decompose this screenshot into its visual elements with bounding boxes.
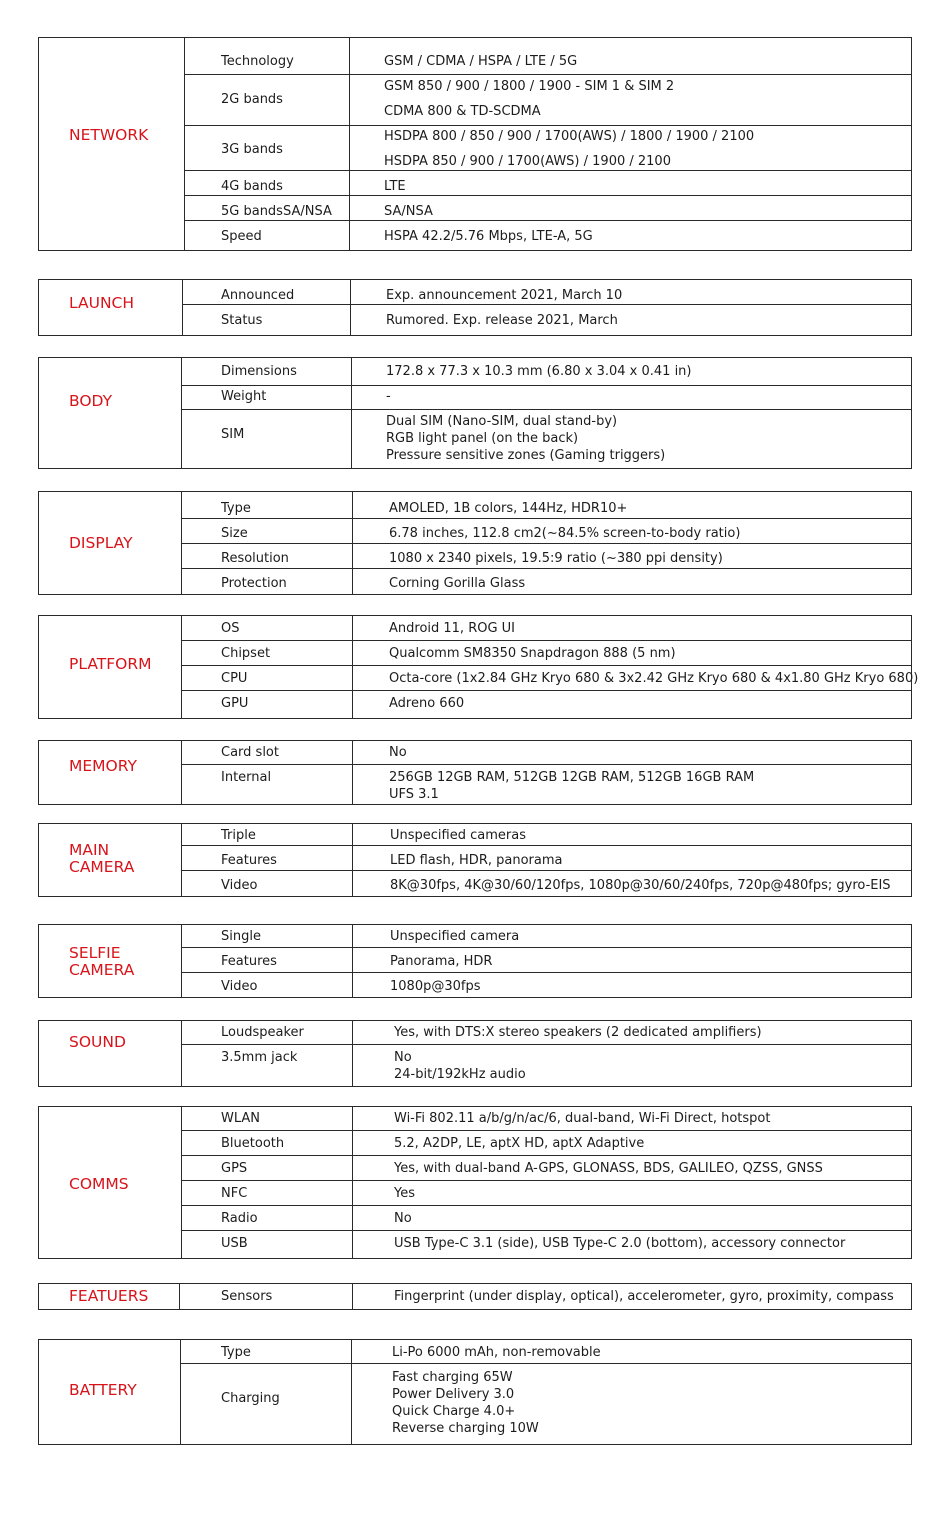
spec-value: Unspecified camera	[390, 929, 520, 944]
spec-value: Dual SIM (Nano-SIM, dual stand-by)	[386, 414, 618, 429]
spec-label: USB	[221, 1236, 248, 1251]
section-title	[69, 127, 148, 144]
row-divider	[181, 1180, 911, 1181]
row-divider	[181, 385, 911, 386]
spec-label: Video	[221, 979, 258, 994]
spec-label: Type	[221, 1345, 251, 1360]
spec-value: Yes, with dual-band A-GPS, GLONASS, BDS, GALILEO, QZSS, GNSS	[394, 1161, 823, 1176]
spec-value: No	[394, 1211, 412, 1226]
column-divider	[349, 38, 350, 250]
section-title	[69, 1176, 129, 1193]
section-title-line: DISPLAY	[69, 534, 133, 552]
spec-label: Weight	[221, 389, 267, 404]
section-title	[69, 393, 112, 410]
spec-label: Speed	[221, 229, 262, 244]
column-divider	[350, 280, 351, 335]
section-body	[38, 357, 912, 469]
row-divider	[181, 409, 911, 410]
column-divider	[184, 38, 185, 250]
spec-label: Loudspeaker	[221, 1025, 304, 1040]
column-divider	[352, 925, 353, 997]
spec-value: 8K@30fps, 4K@30/60/120fps, 1080p@30/60/240fps, 720p@480fps; gyro-EIS	[390, 878, 891, 893]
spec-value: Unspecified cameras	[390, 828, 526, 843]
spec-value: LTE	[384, 179, 406, 194]
section-title-line: NETWORK	[69, 126, 149, 144]
column-divider	[351, 358, 352, 468]
spec-label: 2G bands	[221, 92, 283, 107]
spec-value: GSM 850 / 900 / 1800 / 1900 - SIM 1 & SIM 2	[384, 79, 675, 94]
section-main-camera	[38, 823, 912, 897]
spec-value: USB Type-C 3.1 (side), USB Type-C 2.0 (bottom), accessory connector	[394, 1236, 846, 1251]
row-divider	[181, 1205, 911, 1206]
section-title	[69, 1034, 126, 1051]
spec-label: Sensors	[221, 1289, 273, 1304]
row-divider	[184, 195, 911, 196]
spec-label: Internal	[221, 770, 272, 785]
section-battery	[38, 1339, 912, 1445]
spec-label: 5G bandsSA/NSA	[221, 204, 332, 219]
spec-label: Triple	[221, 828, 256, 843]
spec-value: Qualcomm SM8350 Snapdragon 888 (5 nm)	[389, 646, 676, 661]
section-title	[69, 656, 151, 673]
row-divider	[181, 518, 911, 519]
spec-label: WLAN	[221, 1111, 261, 1126]
spec-value: Reverse charging 10W	[392, 1421, 539, 1436]
spec-label: Status	[221, 313, 263, 328]
section-comms	[38, 1106, 912, 1259]
section-display	[38, 491, 912, 595]
row-divider	[181, 640, 911, 641]
spec-value: Yes, with DTS:X stereo speakers (2 dedicated amplifiers)	[394, 1025, 762, 1040]
spec-value: HSDPA 850 / 900 / 1700(AWS) / 1900 / 2100	[384, 154, 671, 169]
row-divider	[181, 568, 911, 569]
spec-value: Pressure sensitive zones (Gaming triggers)	[386, 448, 666, 463]
spec-value: SA/NSA	[384, 204, 433, 219]
row-divider	[182, 304, 911, 305]
spec-value: HSDPA 800 / 850 / 900 / 1700(AWS) / 1800 / 1900 / 2100	[384, 129, 755, 144]
row-divider	[184, 170, 911, 171]
spec-label: Bluetooth	[221, 1136, 285, 1151]
spec-value: Panorama, HDR	[390, 954, 493, 969]
row-divider	[181, 1230, 911, 1231]
spec-value: 24-bit/192kHz audio	[394, 1067, 526, 1082]
spec-value: RGB light panel (on the back)	[386, 431, 579, 446]
spec-value: Android 11, ROG UI	[389, 621, 516, 636]
section-title-line: CAMERA	[69, 858, 135, 876]
spec-value: HSPA 42.2/5.76 Mbps, LTE-A, 5G	[384, 229, 593, 244]
section-sound	[38, 1020, 912, 1087]
spec-label: SIM	[221, 427, 245, 442]
column-divider	[352, 741, 353, 804]
row-divider	[181, 870, 911, 871]
section-platform	[38, 615, 919, 719]
spec-label: Chipset	[221, 646, 271, 661]
spec-label: Resolution	[221, 551, 289, 566]
spec-label: 3G bands	[221, 142, 283, 157]
column-divider	[181, 616, 182, 718]
section-title-line: MEMORY	[69, 757, 137, 775]
section-title-line: PLATFORM	[69, 655, 152, 673]
spec-value: CDMA 800 & TD-SCDMA	[384, 104, 541, 119]
section-title-line: COMMS	[69, 1175, 129, 1193]
row-divider	[181, 947, 911, 948]
section-memory	[38, 740, 912, 805]
spec-value: Wi-Fi 802.11 a/b/g/n/ac/6, dual-band, Wi-Fi Direct, hotspot	[394, 1111, 771, 1126]
spec-label: Features	[221, 954, 277, 969]
spec-value: AMOLED, 1B colors, 144Hz, HDR10+	[389, 501, 628, 516]
column-divider	[182, 280, 183, 335]
spec-label: 3.5mm jack	[221, 1050, 298, 1065]
spec-value: 256GB 12GB RAM, 512GB 12GB RAM, 512GB 16GB RAM	[389, 770, 755, 785]
spec-value: Octa-core (1x2.84 GHz Kryo 680 & 3x2.42 GHz Kryo 680 & 4x1.80 GHz Kryo 680)	[389, 671, 919, 686]
row-divider	[181, 845, 911, 846]
row-divider	[184, 125, 911, 126]
section-title	[69, 758, 137, 775]
spec-label: Protection	[221, 576, 287, 591]
spec-label: Features	[221, 853, 277, 868]
spec-value: 172.8 x 77.3 x 10.3 mm (6.80 x 3.04 x 0.41 in)	[386, 364, 692, 379]
column-divider	[352, 1021, 353, 1086]
spec-label: CPU	[221, 671, 248, 686]
row-divider	[181, 1130, 911, 1131]
spec-label: GPS	[221, 1161, 248, 1176]
section-title	[69, 1288, 148, 1305]
spec-label: GPU	[221, 696, 249, 711]
spec-value: Adreno 660	[389, 696, 465, 711]
spec-label: Video	[221, 878, 258, 893]
row-divider	[184, 220, 911, 221]
spec-label: NFC	[221, 1186, 248, 1201]
column-divider	[351, 1340, 352, 1444]
row-divider	[181, 1155, 911, 1156]
spec-value: Exp. announcement 2021, March 10	[386, 288, 623, 303]
spec-label: Single	[221, 929, 261, 944]
section-title	[69, 1382, 137, 1399]
column-divider	[180, 1340, 181, 1444]
row-divider	[181, 665, 911, 666]
section-title-line: CAMERA	[69, 961, 135, 979]
spec-value: 6.78 inches, 112.8 cm2(~84.5% screen-to-body ratio)	[389, 526, 741, 541]
spec-value: Rumored. Exp. release 2021, March	[386, 313, 618, 328]
spec-value: LED flash, HDR, panorama	[390, 853, 563, 868]
section-title-line: BODY	[69, 392, 113, 410]
spec-value: No	[389, 745, 407, 760]
spec-value: UFS 3.1	[389, 787, 439, 802]
spec-value: Fingerprint (under display, optical), accelerometer, gyro, proximity, compass	[394, 1289, 894, 1304]
section-title	[69, 945, 134, 979]
spec-value: Quick Charge 4.0+	[392, 1404, 516, 1419]
section-title-line: LAUNCH	[69, 294, 135, 312]
row-divider	[184, 74, 911, 75]
section-title-line: MAIN	[69, 841, 110, 859]
section-title	[69, 842, 134, 876]
row-divider	[181, 543, 911, 544]
row-divider	[181, 1044, 911, 1045]
spec-value: Fast charging 65W	[392, 1370, 513, 1385]
section-title-line: BATTERY	[69, 1381, 137, 1399]
spec-value: No	[394, 1050, 412, 1065]
column-divider	[181, 824, 182, 896]
column-divider	[181, 925, 182, 997]
section-featuers	[38, 1283, 912, 1310]
column-divider	[181, 358, 182, 468]
spec-value: Power Delivery 3.0	[392, 1387, 515, 1402]
column-divider	[181, 741, 182, 804]
spec-value: Li-Po 6000 mAh, non-removable	[392, 1345, 601, 1360]
section-launch	[38, 279, 912, 336]
spec-value: GSM / CDMA / HSPA / LTE / 5G	[384, 54, 578, 69]
section-title-line: SOUND	[69, 1033, 126, 1051]
column-divider	[352, 616, 353, 718]
spec-value: 1080p@30fps	[390, 979, 481, 994]
spec-value: 1080 x 2340 pixels, 19.5:9 ratio (~380 ppi density)	[389, 551, 723, 566]
section-selfie-camera	[38, 924, 912, 998]
column-divider	[352, 1284, 353, 1309]
section-title	[69, 295, 134, 312]
spec-label: Size	[221, 526, 248, 541]
row-divider	[181, 764, 911, 765]
column-divider	[179, 1284, 180, 1309]
section-title-line: FEATUERS	[69, 1287, 149, 1305]
section-network	[38, 37, 912, 251]
row-divider	[181, 690, 911, 691]
spec-value: 5.2, A2DP, LE, aptX HD, aptX Adaptive	[394, 1136, 645, 1151]
spec-label: Announced	[221, 288, 295, 303]
spec-value: Yes	[394, 1186, 415, 1201]
section-title	[69, 535, 133, 552]
spec-value: -	[386, 389, 391, 404]
spec-label: Dimensions	[221, 364, 297, 379]
column-divider	[181, 1021, 182, 1086]
spec-label: OS	[221, 621, 240, 636]
spec-label: Charging	[221, 1391, 280, 1406]
column-divider	[352, 824, 353, 896]
spec-label: Card slot	[221, 745, 279, 760]
spec-label: Radio	[221, 1211, 258, 1226]
spec-label: Technology	[221, 54, 294, 69]
section-title-line: SELFIE	[69, 944, 121, 962]
row-divider	[180, 1363, 911, 1364]
spec-label: 4G bands	[221, 179, 283, 194]
row-divider	[181, 972, 911, 973]
spec-label: Type	[221, 501, 251, 516]
spec-value: Corning Gorilla Glass	[389, 576, 526, 591]
